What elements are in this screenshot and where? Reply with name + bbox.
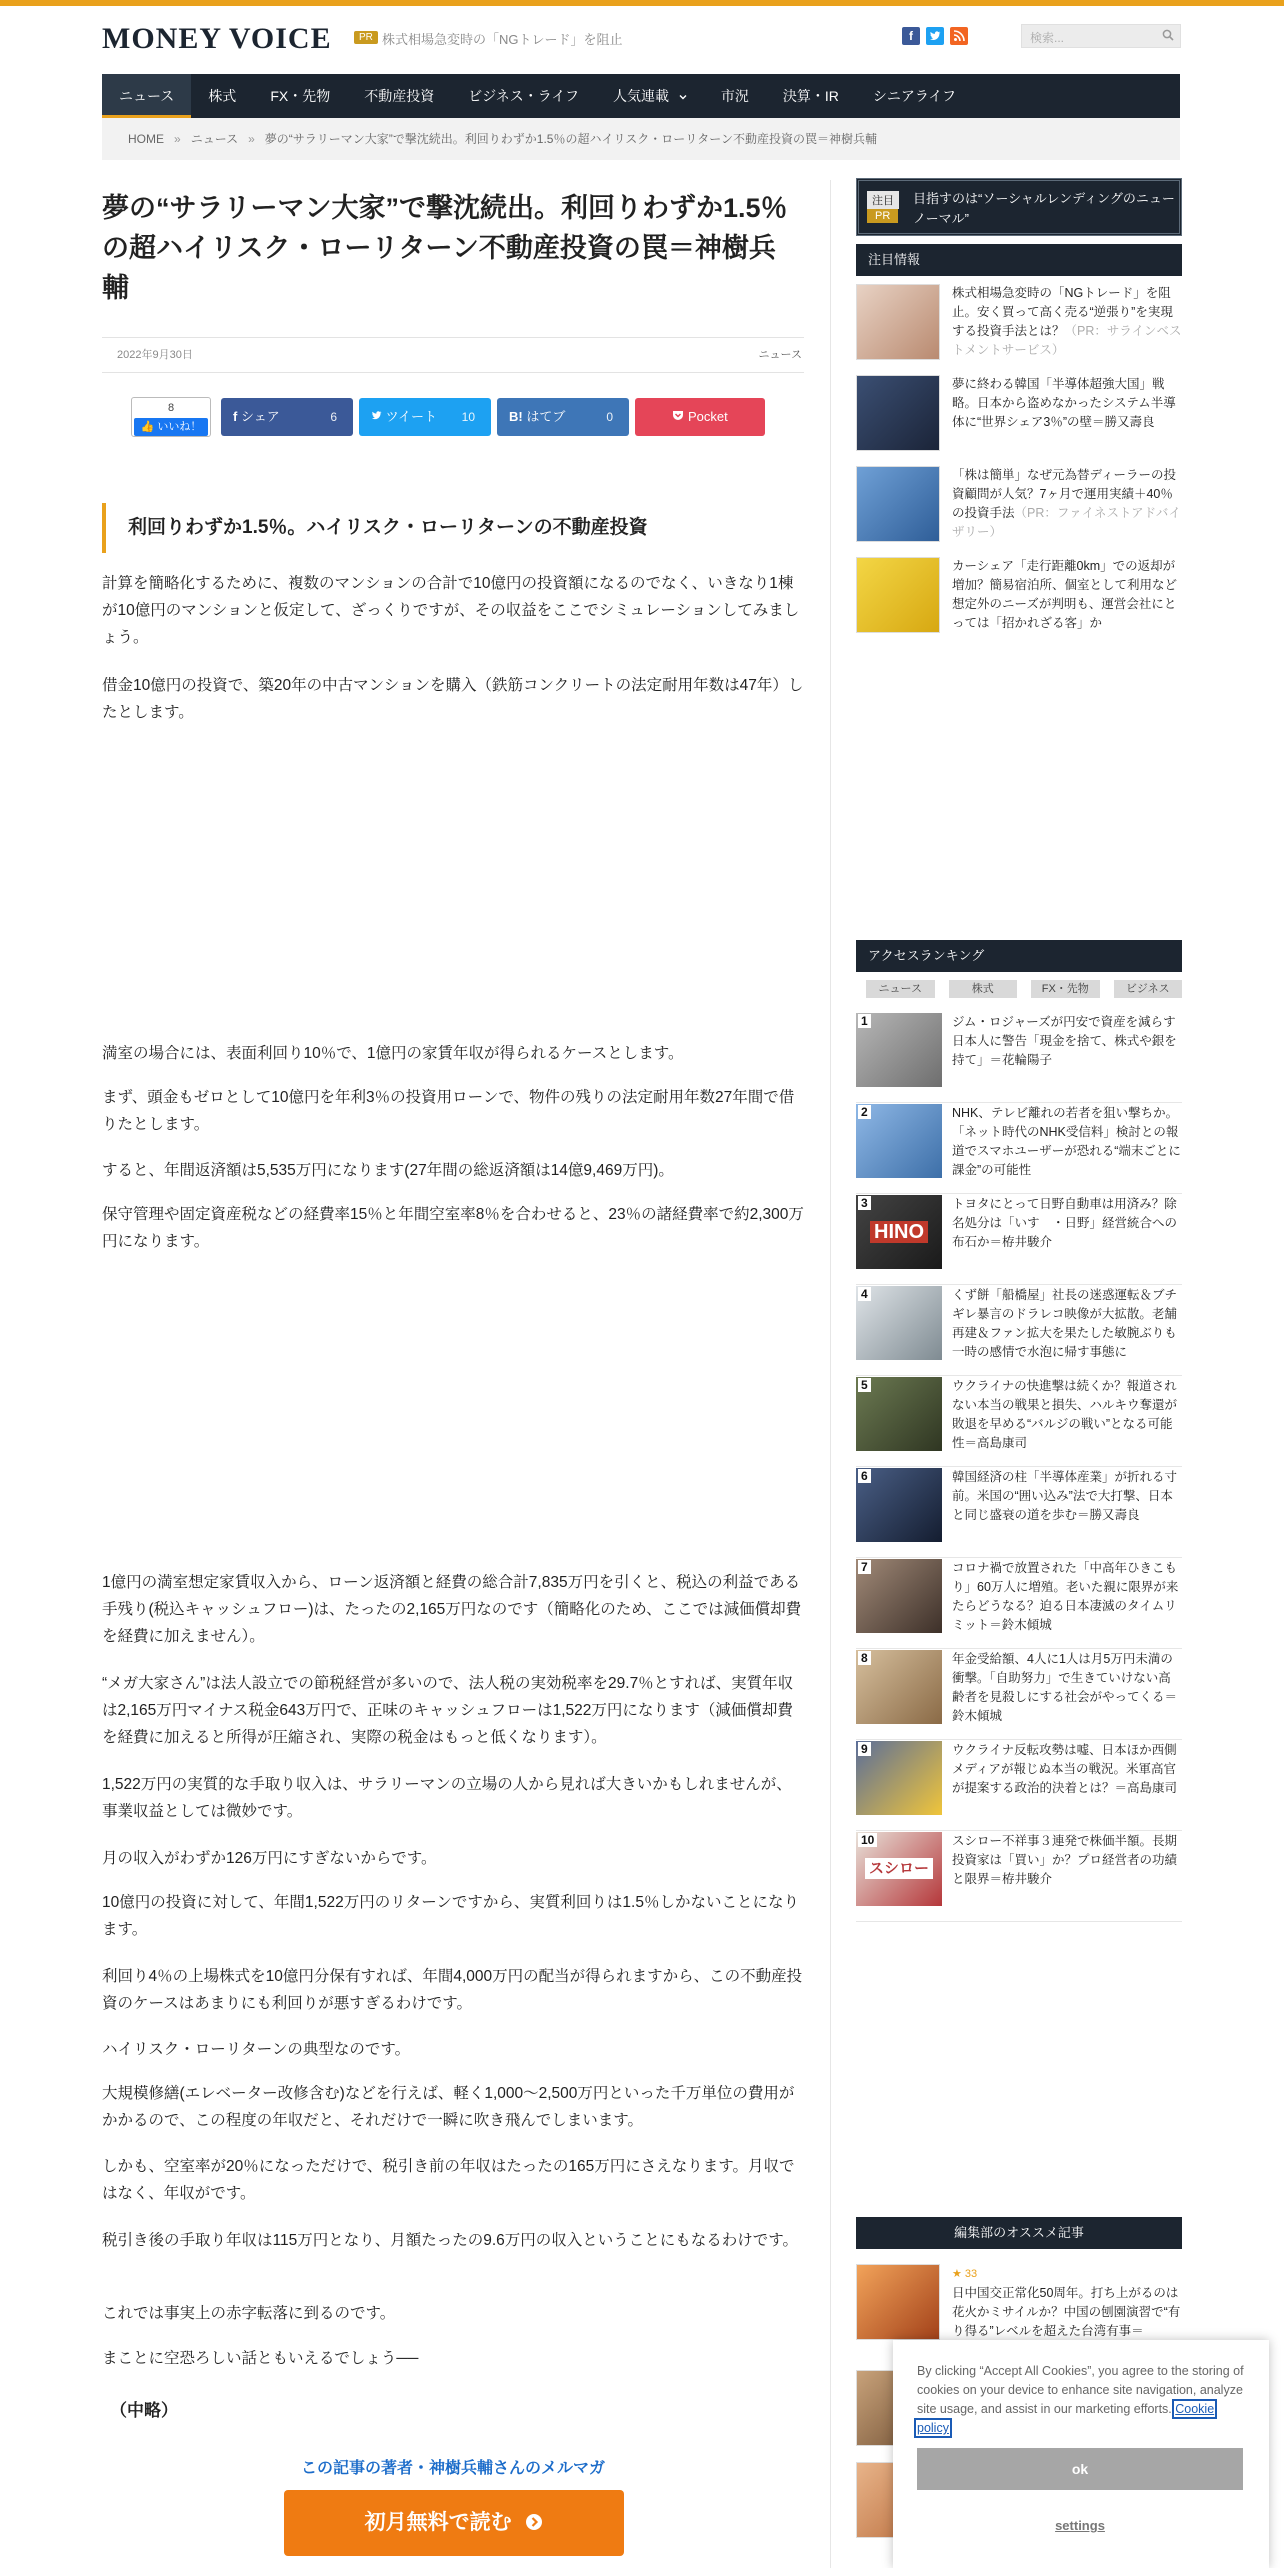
facebook-icon[interactable]: f [902, 27, 920, 45]
sidebar-divider [830, 180, 831, 2568]
ranking-item[interactable] [856, 1013, 1182, 1103]
cookie-text [917, 2362, 1245, 2438]
featured-heading: 注目情報 [856, 244, 1182, 276]
pr-tag: PR [867, 209, 898, 223]
hatena-bookmark-button[interactable] [497, 398, 629, 436]
article-paragraph: ハイリスク・ローリターンの典型なのです。 [102, 2041, 411, 2058]
breadcrumb-current: 夢の“サラリーマン大家”で撃沈続出。利回りわずか1.5％の超ハイリスク・ローリターン不動産投資の罠＝神樹兵輔 [264, 132, 877, 146]
nav-item-ir[interactable]: 決算・IR [782, 88, 839, 104]
main-nav [102, 74, 1180, 118]
recommend-item[interactable] [856, 2264, 1182, 2344]
article-paragraph: 保守管理や固定資産税などの経費率15％と年間空室率8％を合わせると、23％の諸経費率で約2,300万円になります。 [102, 1206, 804, 1250]
search-placeholder: 検索... [1030, 31, 1065, 45]
ranking-title: スシロー不祥事３連発で株価半額。長期投資家は「買い」か？プロ経営者の功績と限界＝栫井駿介 [952, 1834, 1178, 1886]
twitter-icon [371, 410, 382, 421]
article-paragraph: 計算を簡略化するために、複数のマンションの合計で10億円の投資額になるのでなく、いきなり1棟が10億円のマンションと仮定して、ざっくりですが、その収益をここでシミュレーションしてみましょう。 [102, 575, 800, 646]
ranking-tab-business[interactable]: ビジネス [1114, 980, 1183, 998]
hatena-icon: B! [509, 409, 527, 424]
nav-item-stocks[interactable]: 株式 [208, 88, 237, 104]
ranking-title: コロナ禍で放置された「中高年ひきこもり」60万人に増殖。老いた親に限界が来たらどうなる？迫る日本凄滅のタイムリミット＝鈴木傾城 [952, 1561, 1179, 1632]
facebook-share-count: 6 [330, 410, 337, 424]
featured-tag: 注目 [867, 191, 899, 209]
header-ad-link[interactable]: 株式相場急変時の「NGトレード」を阻止 [382, 32, 623, 47]
featured-item-text [952, 284, 1182, 360]
featured-item-title: 株式相場急変時の「NGトレード」を阻止。安く買って高く売る“逆張り”を実現する投資手法とは？ [952, 286, 1173, 338]
ranking-item[interactable] [856, 1468, 1182, 1558]
nav-item-senior[interactable]: シニアライフ [872, 88, 957, 104]
twitter-icon[interactable] [926, 27, 944, 45]
ranking-title: ジム・ロジャーズが円安で資産を減らす日本人に警告「現金を捨て、株式や銀を持て」＝花輪陽子 [952, 1015, 1177, 1067]
recommend-title: 日中国交正常化50周年。打ち上がるのは花火かミサイルか？中国の刨園演習で“有り得る”レベルを超えた台湾有事＝ [952, 2286, 1181, 2338]
recommend-text [952, 2264, 1182, 2340]
rank-number: 5 [858, 1378, 871, 1392]
ranking-tabs [866, 980, 1182, 1000]
rank-number: 9 [858, 1742, 871, 1756]
rank-number: 7 [858, 1560, 871, 1574]
featured-thumbnail [856, 466, 940, 542]
ranking-title: 韓国経済の柱「半導体産業」が折れる寸前。米国の“囲い込み”法で大打撃、日本と同じ盛衰の道を歩む＝勝又壽良 [952, 1470, 1178, 1522]
search-icon[interactable] [1162, 29, 1174, 41]
ranking-item[interactable] [856, 1559, 1182, 1649]
hatena-label: はてブ [526, 409, 566, 424]
nav-item-fx[interactable]: FX・先物 [270, 88, 331, 104]
article-paragraph: 借金10億円の投資で、築20年の中古マンションを購入（鉄筋コンクリートの法定耐用年数は47年）したとします。 [102, 677, 804, 721]
article-paragraph: 税引き後の手取り年収は115万円となり、月額たったの9.6万円の収入ということにもなるわけです。 [102, 2232, 799, 2249]
rank-number: 3 [858, 1196, 871, 1210]
arrow-circle-icon [525, 2513, 543, 2531]
rank-number: 4 [858, 1287, 871, 1301]
article-paragraph: まことに空恐ろしい話ともいえるでしょう── [102, 2350, 419, 2367]
rank-number: 10 [858, 1833, 877, 1847]
tweet-count: 10 [461, 410, 475, 424]
article-paragraph: まず、頭金もゼロとして10億円を年利3％の投資用ローンで、物件の残りの法定耐用年数27年間で借りたとします。 [102, 1089, 795, 1133]
star-rating: ★ 33 [952, 2268, 978, 2280]
featured-item-title: カーシェア「走行距離0km」での返却が増加？簡易宿泊所、個室として利用など想定外のニーズが判明も、運営会社にとっては「招かれざる客」か [952, 559, 1178, 630]
top-accent-bar [0, 0, 1284, 6]
ranking-item[interactable] [856, 1741, 1182, 1831]
ranking-item[interactable] [856, 1104, 1182, 1194]
breadcrumb-section[interactable]: ニュース [190, 132, 239, 146]
site-logo[interactable]: MONEY VOICE [102, 22, 332, 55]
pocket-button[interactable] [635, 398, 765, 436]
article-paragraph: 1,522万円の実質的な手取り収入は、サラリーマンの立場の人から見れば大きいかもしれませんが、事業収益としては微妙です。 [102, 1776, 792, 1820]
ranking-item[interactable] [856, 1650, 1182, 1740]
read-free-button[interactable] [284, 2490, 624, 2556]
ranking-item[interactable] [856, 1195, 1182, 1285]
ranking-tab-fx[interactable]: FX・先物 [1031, 980, 1100, 998]
featured-item-pr: （PR：ファイネストアドバイザリー） [952, 506, 1181, 539]
ranking-tab-stocks[interactable]: 株式 [949, 980, 1018, 998]
article-category[interactable]: ニュース [758, 349, 802, 361]
cookie-policy-link[interactable]: Cookie policy [917, 2402, 1215, 2435]
featured-item[interactable] [856, 466, 1182, 548]
featured-item[interactable] [856, 557, 1182, 639]
breadcrumb [102, 118, 1180, 160]
ranking-item[interactable] [856, 1832, 1182, 1922]
featured-thumbnail [856, 284, 940, 360]
rank-number: 6 [858, 1469, 871, 1483]
article-paragraph: “メガ大家さん”は法人設立での節税経営が多いので、法人税の実効税率を29.7％とすれば、実質年収は2,165万円マイナス税金643万円で、正味のキャッシュフローは1,522万円になります（減価償却費を経費に加えると所得が圧縮され、実際の税金はもっと低くなります）。 [102, 1675, 794, 1746]
featured-item[interactable] [856, 284, 1182, 366]
pocket-label: Pocket [687, 409, 728, 424]
breadcrumb-separator: » [174, 132, 181, 146]
ranking-item[interactable] [856, 1286, 1182, 1376]
breadcrumb-home[interactable]: HOME [128, 132, 164, 146]
chevron-down-icon [679, 93, 687, 101]
omitted-marker: （中略） [110, 2401, 178, 2420]
cookie-ok-button[interactable]: ok [917, 2448, 1243, 2490]
nav-item-business-life[interactable]: ビジネス・ライフ [468, 88, 579, 104]
thumbs-up-icon: 👍 [140, 421, 158, 433]
section-heading: 利回りわずか1.5％。ハイリスク・ローリターンの不動産投資 [102, 503, 804, 553]
article-paragraph: しかも、空室率が20％になっただけで、税引き前の年収はたったの165万円にさえなります。月収ではなく、年収がです。 [102, 2158, 795, 2202]
mailmagazine-link[interactable]: この記事の著者・神樹兵輔さんのメルマガ [300, 2460, 605, 2477]
article-paragraph: 大規模修繕(エレベーター改修含む)などを行えば、軽く1,000～2,500万円といった千万単位の費用がかかるので、この程度の年収だと、それだけで一瞬に吹き飛んでしまいます。 [102, 2085, 795, 2129]
hatena-count: 0 [606, 410, 613, 424]
featured-item-title: 夢に終わる韓国「半導体超強大国」戦略。日本から盗めなかったシステム半導体に“世界シェア3％”の壁＝勝又壽良 [952, 377, 1176, 429]
ranking-title: トヨタにとって日野自動車は用済み？除名処分は「いす ・日野」経営統合への布石か＝栫井駿介 [952, 1197, 1178, 1249]
ranking-title: ウクライナ反転攻勢は嘘、日本ほか西側メディアが報じぬ本当の戦況。米軍高官が提案する政治的決着とは？＝高島康司 [952, 1743, 1178, 1795]
pr-badge: PR [354, 31, 378, 44]
breadcrumb-separator: » [248, 132, 255, 146]
cookie-settings-link[interactable]: settings [1055, 2518, 1105, 2533]
like-button-label: いいね！ [157, 421, 202, 433]
featured-item-text [952, 375, 1182, 451]
facebook-share-label: シェア [240, 409, 280, 424]
article-paragraph: 1億円の満室想定家賃収入から、ローン返済額と経費の総合計7,835万円を引くと、税込の利益である手残り(税込キャッシュフロー)は、たったの2,165万円なのです（簡略化のため、ここでは減価償却費を経費に加えません）。 [102, 1574, 802, 1645]
article-meta [102, 337, 804, 373]
article-paragraph: すると、年間返済額は5,535万円になります(27年間の総返済額は14億9,469万円)。 [102, 1162, 674, 1179]
rank-number: 1 [858, 1014, 871, 1028]
tweet-button[interactable] [359, 398, 491, 436]
ranking-title: 年金受給額、4人に1人は月5万円未満の衝撃。「自助努力」で生きていけない高齢者を見殺しにする社会がやってくる＝鈴木傾城 [952, 1652, 1178, 1723]
pr-banner-text: 目指すのは“ソーシャルレンディングのニューノーマル” [913, 191, 1175, 226]
read-free-label: 初月無料で読む [364, 2511, 512, 2534]
rank-number: 2 [858, 1105, 871, 1119]
recommend-thumbnail [856, 2264, 940, 2340]
article-paragraph: 月の収入がわずか126万円にすぎないからです。 [102, 1850, 437, 1867]
article-paragraph: 10億円の投資に対して、年間1,522万円のリターンですから、実質利回りは1.5％しかないことになります。 [102, 1894, 799, 1938]
nav-item-popular-label: 人気連載 [612, 88, 669, 104]
like-button[interactable] [134, 418, 208, 436]
ranking-thumbnail: スシロー [856, 1832, 942, 1906]
featured-thumbnail [856, 557, 940, 633]
article-paragraph: 満室の場合には、表面利回り10％で、1億円の家賃年収が得られるケースとします。 [102, 1045, 684, 1062]
nav-item-real-estate[interactable]: 不動産投資 [364, 88, 435, 104]
ranking-title: くず餅「船橋屋」社長の迷惑運転＆ブチギレ暴言のドラレコ映像が大拡散。老舗再建＆ファン拡大を果たした敏腕ぶりも一時の感情で水泡に帰す事態に [952, 1288, 1178, 1359]
article-date: 2022年9月30日 [117, 349, 193, 361]
ranking-title: NHK、テレビ離れの若者を狙い撃ちか。「ネット時代のNHK受信料」検討との報道でスマホユーザーが恐れる“端末ごとに課金”の可能性 [952, 1106, 1181, 1177]
featured-thumbnail [856, 375, 940, 451]
nav-item-market[interactable]: 市況 [720, 88, 749, 104]
search-input[interactable] [1021, 24, 1181, 48]
rank-number: 8 [858, 1651, 871, 1665]
featured-item-text [952, 466, 1182, 542]
ranking-title: ウクライナの快進撃は続くか？報道されない本当の戦果と損失、ハルキウ奪還が敗退を早める“バルジの戦い”となる可能性＝高島康司 [952, 1379, 1178, 1450]
ranking-thumbnail: HINO [856, 1195, 942, 1269]
featured-item-title: 「株は簡単」なぜ元為替ディーラーの投資顧問が人気？7ヶ月で運用実績＋40％の投資手法 [952, 468, 1177, 520]
ranking-item[interactable] [856, 1377, 1182, 1467]
article-paragraph: これでは事実上の赤字転落に到るのです。 [102, 2305, 396, 2322]
ranking-heading: アクセスランキング [856, 940, 1182, 972]
article-title: 夢の“サラリーマン大家”で撃沈続出。利回りわずか1.5％の超ハイリスク・ローリターン不動産投資の罠＝神樹兵輔 [102, 193, 788, 303]
facebook-share-button[interactable] [221, 398, 353, 436]
featured-item[interactable] [856, 375, 1182, 457]
featured-item-text [952, 557, 1182, 633]
cookie-message: By clicking “Accept All Cookies”, you agree to the storing of cookies on your device to enhance site navigation, analyze site usage, and assist in our marketing efforts. [917, 2364, 1244, 2416]
facebook-like-widget[interactable] [131, 397, 211, 437]
rss-icon[interactable] [950, 27, 968, 45]
nav-item-news[interactable]: ニュース [102, 74, 191, 118]
pocket-icon [672, 409, 684, 421]
like-count: 8 [167, 402, 175, 414]
nav-item-popular-series[interactable] [596, 74, 704, 118]
cookie-consent-banner [893, 2340, 1269, 2568]
facebook-icon: f [233, 409, 241, 424]
article-paragraph: 利回り4％の上場株式を10億円分保有すれば、年間4,000万円の配当が得られますから、この不動産投資のケースはあまりにも利回りが悪すぎるわけです。 [102, 1968, 803, 2012]
featured-item-pr: （PR：サラインベストメントサービス） [952, 324, 1182, 357]
tweet-label: ツイート [385, 409, 437, 424]
ranking-tab-news[interactable]: ニュース [866, 980, 935, 998]
recommend-heading: 編集部のオススメ記事 [856, 2217, 1182, 2249]
sidebar-pr-banner[interactable] [856, 178, 1182, 236]
